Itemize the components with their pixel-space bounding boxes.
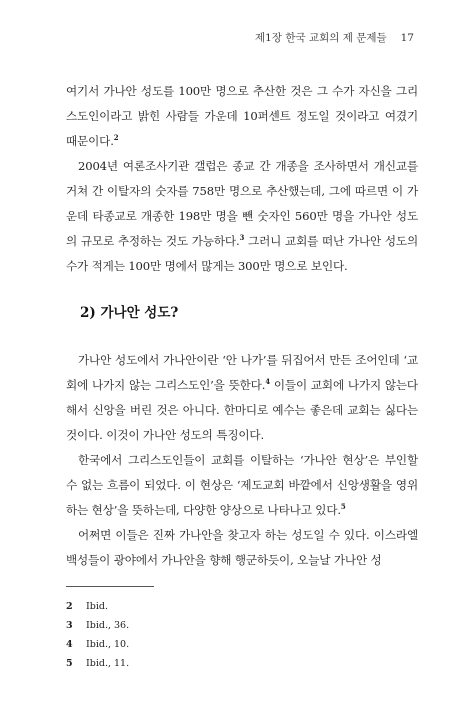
page-number: 17 bbox=[400, 32, 414, 44]
footnote-item bbox=[66, 597, 129, 616]
paragraph-text: 여기서 가나안 성도를 100만 명으로 추산한 것은 그 수가 자신을 그리스도인이라고 밝힌 사람들 가운데 10퍼센트 정도일 것이라고 여겼기 때문이다. bbox=[66, 84, 418, 148]
paragraph bbox=[66, 448, 418, 523]
footnote-text: Ibid., 36. bbox=[86, 620, 130, 631]
paragraph-text: 어쩌면 이들은 진짜 가나안을 찾고자 하는 성도일 수 있다. 이스라엘 백성들이 광야에서 가나안을 향해 행군하듯이, 오늘날 가나안 성 bbox=[66, 528, 418, 567]
footnote-item bbox=[66, 654, 129, 673]
running-head bbox=[255, 30, 414, 45]
footnote-marker: 4 bbox=[265, 377, 270, 387]
paragraph bbox=[66, 348, 418, 448]
paragraph-text: 가나안 성도에서 가나안이란 ‘안 나가’를 뒤집어서 만든 조어인데 ‘교회에 나가지 않는 그리스도인’을 뜻한다. bbox=[66, 353, 418, 392]
footnote-item bbox=[66, 616, 129, 635]
paragraph-text-tail: 이들이 교회에 나가지 않는다 해서 신앙을 버린 것은 아니다. 한마디로 예수는 좋은데 교회는 싫다는 것이다. 이것이 가나안 성도의 특징이다. bbox=[66, 378, 418, 442]
body-text-top bbox=[66, 79, 418, 279]
footnote-text: Ibid., 11. bbox=[86, 658, 130, 669]
footnotes bbox=[66, 597, 129, 673]
paragraph-text-tail: 그러니 교회를 떠난 가나안 성도의 수가 적게는 100만 명에서 많게는 300만 명으로 보인다. bbox=[66, 234, 419, 273]
footnote-number: 4 bbox=[66, 639, 73, 650]
chapter-title: 제1장 한국 교회의 제 문제들 bbox=[255, 32, 387, 44]
footnote-text: Ibid., 10. bbox=[86, 639, 130, 650]
footnote-text: Ibid. bbox=[86, 601, 108, 612]
footnote-marker: 3 bbox=[239, 233, 245, 243]
footnote-divider bbox=[66, 586, 154, 587]
footnote-marker: 2 bbox=[113, 133, 119, 143]
footnote-number: 5 bbox=[66, 658, 73, 669]
paragraph-text: 2004년 여론조사기관 갤럽은 종교 간 개종을 조사하면서 개신교를 거쳐 간 이탈자의 숫자를 758만 명으로 추산했는데, 그에 따르면 이 가운데 타종교로 개종한 198만 명을 뺀 숫자인 560만 명을 가나안 성도의 규모로 추정하는 것도 가능하다. bbox=[66, 159, 418, 248]
footnote-number: 3 bbox=[66, 620, 73, 631]
footnote-marker: 5 bbox=[340, 502, 346, 512]
footnote-item bbox=[66, 635, 129, 654]
section-heading: 2) 가나안 성도? bbox=[80, 305, 179, 321]
paragraph bbox=[66, 523, 418, 573]
footnote-number: 2 bbox=[66, 601, 73, 612]
paragraph bbox=[66, 79, 418, 154]
paragraph bbox=[66, 154, 418, 279]
body-text-bottom bbox=[66, 348, 418, 573]
paragraph-text: 한국에서 그리스도인들이 교회를 이탈하는 ‘가나안 현상’은 부인할 수 없는 흐름이 되었다. 이 현상은 ‘제도교회 바깥에서 신앙생활을 영위하는 현상’을 뜻하는데, 다양한 양상으로 나타나고 있다. bbox=[66, 453, 418, 517]
